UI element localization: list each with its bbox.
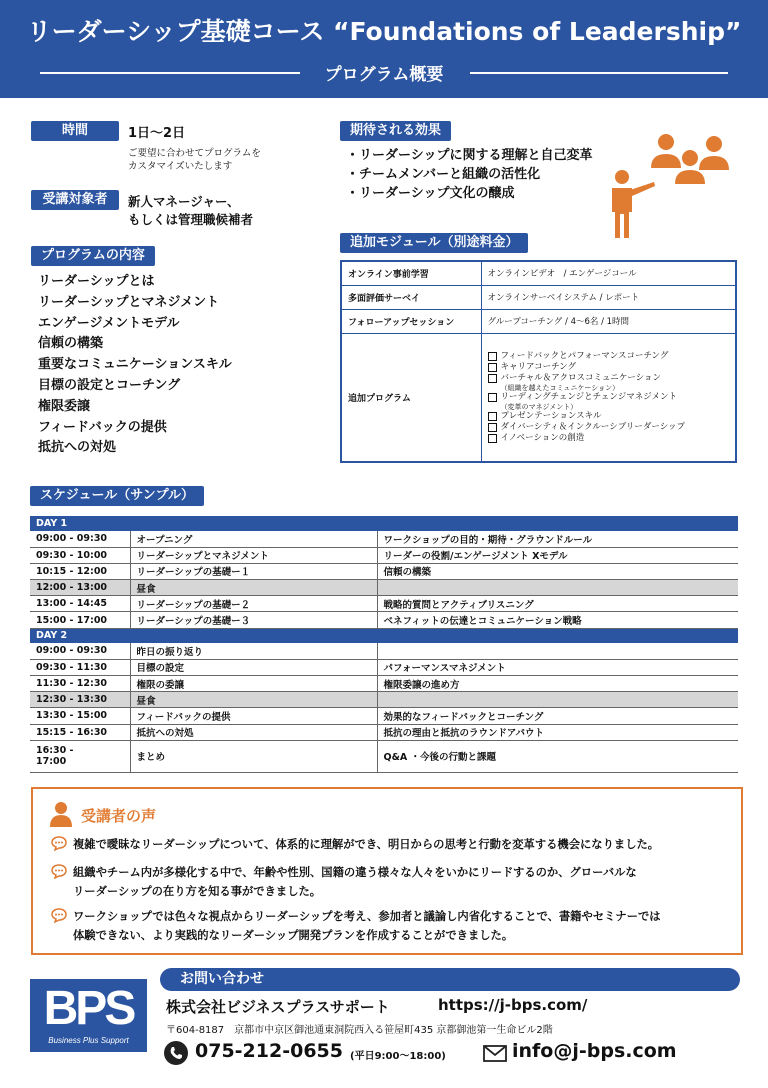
schedule-time: 09:00 - 09:30 (30, 531, 130, 547)
option-text: プレゼンテーションスキル (500, 410, 602, 421)
schedule-detail: ベネフィットの伝達とコミュニケーション戦略 (377, 612, 738, 628)
page-subtitle: プログラム概要 (324, 65, 444, 85)
time-value: 1日～2日 (128, 126, 186, 141)
schedule-activity: フィードバックの提供 (130, 708, 377, 724)
module-key: 追加プログラム (341, 333, 481, 462)
table-row (30, 659, 738, 675)
schedule-detail: Q&A ・今後の行動と課題 (377, 740, 738, 772)
effects-list (346, 146, 592, 203)
table-row (30, 676, 738, 692)
list-item: リーダーシップとは (38, 274, 155, 289)
schedule-detail: パフォーマンスマネジメント (377, 659, 738, 675)
list-item: エンゲージメントモデル (38, 315, 180, 331)
list-item: ・リーダーシップ文化の醸成 (346, 186, 515, 201)
schedule-time-line: 16:30 - (36, 745, 74, 757)
schedule-time: 12:00 - 13:00 (30, 580, 130, 596)
time-label: 時間 (31, 121, 119, 141)
checkbox-icon (488, 352, 497, 361)
website-link[interactable]: https://j-bps.com/ (438, 996, 588, 1014)
testimonial-line: 複雑で曖昧なリーダーシップについて、体系的に理解ができ、明日からの思考と行動を変革する機会になりました。 (73, 838, 660, 851)
checkbox-icon (488, 434, 497, 443)
module-key: フォローアップセッション (341, 309, 481, 333)
table-row (341, 261, 736, 285)
table-row (30, 580, 738, 596)
testimonial-line: リーダーシップの在り方を知る事ができました。 (73, 885, 322, 898)
company-name: 株式会社ビジネスプラスサポート (166, 998, 390, 1016)
module-value: オンラインサーベイシステム / レポート (481, 285, 736, 309)
phone-hours: (平日9:00～18:00) (350, 1051, 446, 1062)
testimonials-title: 受講者の声 (81, 807, 157, 825)
contact-label: お問い合わせ (160, 968, 740, 991)
schedule-activity: リーダーシップの基礎ー３ (130, 612, 377, 628)
option-item (488, 351, 730, 362)
schedule-time (30, 740, 130, 772)
checkbox-icon (488, 374, 497, 383)
modules-label: 追加モジュール（別途料金） (340, 233, 528, 253)
target-label: 受講対象者 (31, 190, 119, 210)
schedule-detail: リーダーの役割/エンゲージメント Xモデル (377, 547, 738, 563)
option-item (488, 392, 730, 411)
day-header (30, 516, 738, 531)
address: 〒604-8187 京都市中京区御池通東洞院西入る笹屋町435 京都御池第一生命ビル2階 (166, 1025, 553, 1036)
list-item: フィードバックの提供 (38, 419, 167, 435)
table-row (30, 531, 738, 547)
option-text: キャリアコーチング (500, 361, 576, 372)
testimonial-item (51, 907, 661, 945)
day-label: DAY 1 (30, 516, 738, 531)
option-item (488, 433, 730, 444)
schedule-activity: 昼食 (130, 692, 377, 708)
schedule-time: 15:15 - 16:30 (30, 724, 130, 740)
table-row (30, 692, 738, 708)
subtitle-rule-right (470, 72, 728, 74)
table-row (30, 740, 738, 772)
speech-bubble-icon (51, 864, 67, 879)
module-key: 多面評価サーベイ (341, 285, 481, 309)
speech-bubble-icon (51, 836, 67, 851)
schedule-detail: 権限委譲の進め方 (377, 676, 738, 692)
email-address[interactable]: info@j-bps.com (512, 1040, 677, 1062)
testimonial-line: ワークショップでは色々な視点からリーダーシップを考え、参加者と議論し内省化することで、書籍やセミナーでは (73, 910, 661, 923)
schedule-time: 09:00 - 09:30 (30, 643, 130, 659)
table-row (30, 596, 738, 612)
schedule-table (30, 516, 738, 773)
list-item: 信頼の構築 (38, 336, 104, 352)
table-row (30, 612, 738, 628)
company-logo (30, 979, 147, 1052)
testimonial-item (51, 835, 659, 854)
option-item (488, 422, 730, 433)
schedule-activity: まとめ (130, 740, 377, 772)
day-header (30, 628, 738, 643)
testimonial-line: 体験できない、より実践的なリーダーシップ開発プランを作成することができました。 (73, 929, 514, 942)
modules-table (340, 260, 737, 463)
schedule-detail: 抵抗の理由と抵抗のラウンドアバウト (377, 724, 738, 740)
option-text: イノベーションの創造 (500, 432, 585, 443)
schedule-detail (377, 692, 738, 708)
schedule-activity: リーダーシップとマネジメント (130, 547, 377, 563)
list-item: 権限委譲 (38, 398, 91, 414)
effects-label: 期待される効果 (340, 121, 451, 141)
schedule-detail: 戦略的質問とアクティブリスニング (377, 596, 738, 612)
testimonial-line: 組織やチーム内が多様化する中で、年齢や性別、国籍の違う様々な人々をいかにリードするのか、グローバルな (73, 866, 637, 879)
checkbox-icon (488, 393, 497, 402)
table-row (341, 285, 736, 309)
header-banner (0, 0, 768, 98)
schedule-time: 12:30 - 13:30 (30, 692, 130, 708)
option-item (488, 411, 730, 422)
checkbox-icon (488, 363, 497, 372)
schedule-time: 13:30 - 15:00 (30, 708, 130, 724)
phone-number[interactable]: 075-212-0655 (195, 1040, 343, 1062)
list-item: ・リーダーシップに関する理解と自己変革 (346, 148, 593, 163)
table-row (341, 333, 736, 462)
table-row (30, 547, 738, 563)
table-row (30, 563, 738, 579)
list-item: リーダーシップとマネジメント (38, 294, 220, 310)
person-icon (49, 801, 73, 827)
schedule-activity: リーダーシップの基礎ー２ (130, 596, 377, 612)
schedule-detail: 信頼の構築 (377, 563, 738, 579)
option-item (488, 362, 730, 373)
schedule-time: 11:30 - 12:30 (30, 676, 130, 692)
program-options (481, 333, 736, 462)
schedule-time: 15:00 - 17:00 (30, 612, 130, 628)
schedule-activity: 権限の委譲 (130, 676, 377, 692)
schedule-detail (377, 643, 738, 659)
time-note-2: カスタマイズいたします (128, 161, 233, 172)
contents-list (38, 272, 232, 459)
logo-text: BPS (43, 982, 134, 1035)
option-note: （組織を越えたコミュニケーション） (500, 383, 620, 392)
module-value: グループコーチング / 4～6名 / 1時間 (481, 309, 736, 333)
option-item (488, 373, 730, 392)
table-row (30, 643, 738, 659)
logo-subtext: Business Plus Support (48, 1036, 129, 1045)
time-note-1: ご要望に合わせてプログラムを (128, 148, 261, 159)
target-line-1: 新人マネージャー、 (128, 194, 240, 209)
table-row (341, 309, 736, 333)
list-item: 抵抗への対処 (38, 440, 117, 456)
schedule-time-line: 17:00 (36, 756, 67, 768)
option-text: フィードバックとパフォーマンスコーチング (500, 350, 669, 361)
schedule-activity: 目標の設定 (130, 659, 377, 675)
schedule-time: 10:15 - 12:00 (30, 563, 130, 579)
testimonials-box (31, 787, 743, 955)
table-row (30, 724, 738, 740)
phone-icon (164, 1041, 188, 1065)
schedule-detail (377, 580, 738, 596)
checkbox-icon (488, 423, 497, 432)
schedule-detail: 効果的なフィードバックとコーチング (377, 708, 738, 724)
testimonial-item (51, 863, 637, 901)
schedule-activity: 抵抗への対処 (130, 724, 377, 740)
schedule-activity: 昼食 (130, 580, 377, 596)
schedule-time: 09:30 - 10:00 (30, 547, 130, 563)
table-row (30, 708, 738, 724)
option-text: ダイバーシティ＆インクルーシブリーダーシップ (500, 421, 686, 432)
schedule-label: スケジュール（サンプル） (30, 486, 204, 506)
target-line-2: もしくは管理職候補者 (128, 212, 254, 227)
schedule-time: 13:00 - 14:45 (30, 596, 130, 612)
list-item: ・チームメンバーと組織の活性化 (346, 167, 541, 182)
option-text: リーディングチェンジとチェンジマネジメント (500, 391, 677, 402)
page-title: リーダーシップ基礎コース “Foundations of Leadership” (26, 17, 742, 46)
checkbox-icon (488, 412, 497, 421)
contents-label: プログラムの内容 (31, 246, 155, 266)
presenter-audience-icon (606, 132, 736, 244)
list-item: 目標の設定とコーチング (38, 377, 181, 393)
module-key: オンライン事前学習 (341, 261, 481, 285)
schedule-activity: 昨日の振り返り (130, 643, 377, 659)
list-item: 重要なコミュニケーションスキル (38, 357, 232, 373)
schedule-activity: リーダーシップの基礎ー１ (130, 563, 377, 579)
schedule-time: 09:30 - 11:30 (30, 659, 130, 675)
option-text: バーチャル＆アクロスコミュニケーション (500, 372, 661, 383)
day-label: DAY 2 (30, 628, 738, 643)
speech-bubble-icon (51, 908, 67, 923)
mail-icon (483, 1045, 507, 1062)
schedule-activity: オープニング (130, 531, 377, 547)
module-value: オンラインビデオ / エンゲージコール (481, 261, 736, 285)
schedule-detail: ワークショップの目的・期待・グラウンドルール (377, 531, 738, 547)
option-note: （変革のマネジメント） (500, 402, 578, 411)
